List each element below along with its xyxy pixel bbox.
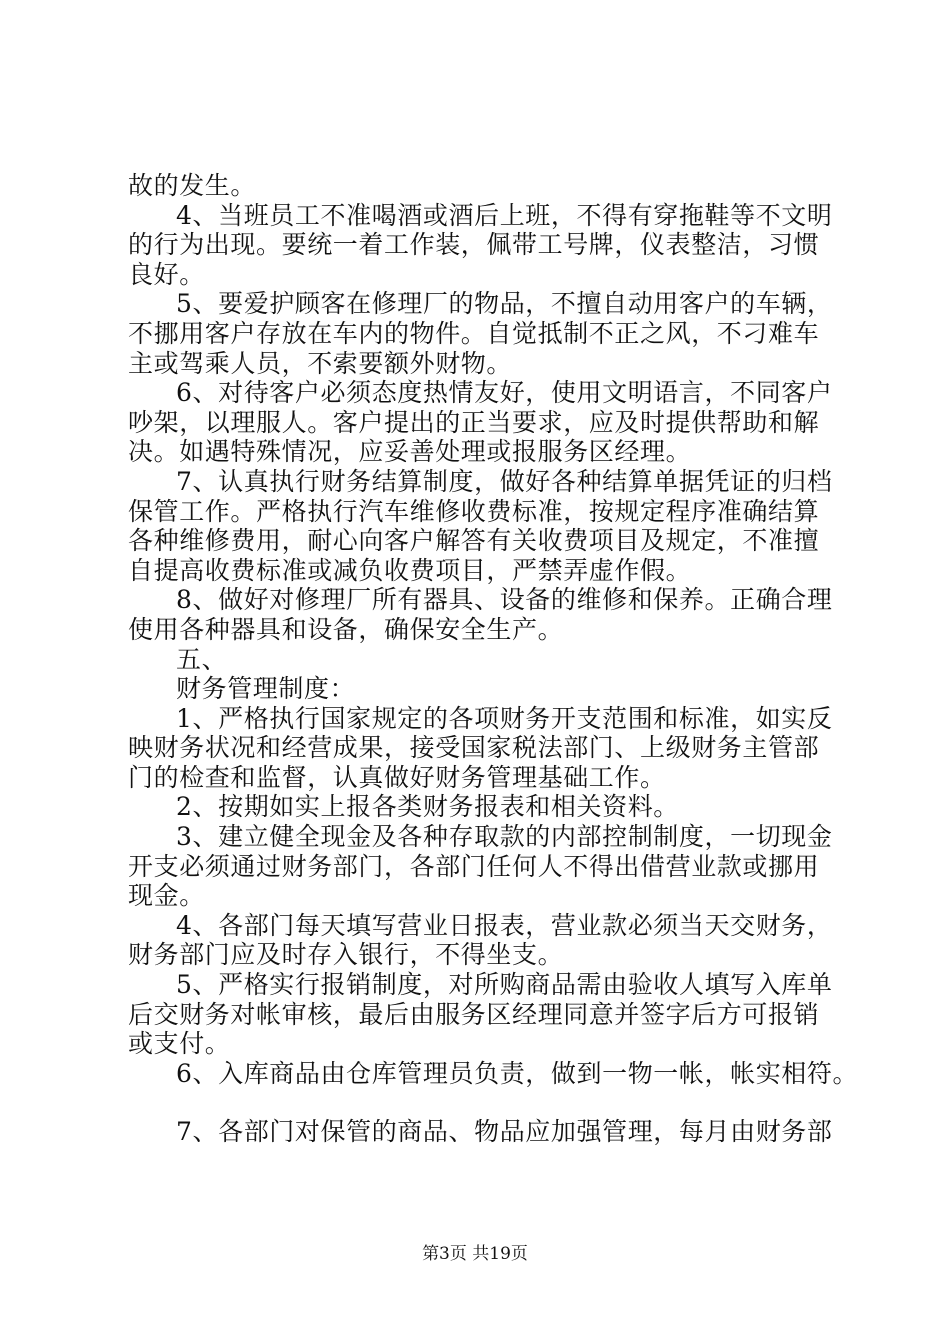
text-line: 财务部门应及时存入银行，不得坐支。 [128, 940, 564, 970]
text-line: 4、各部门每天填写营业日报表，营业款必须当天交财务， [176, 910, 833, 940]
text-line: 1、严格执行国家规定的各项财务开支范围和标准，如实反 [176, 703, 833, 733]
text-line: 决。如遇特殊情况，应妥善处理或报服务区经理。 [128, 437, 692, 467]
text-line: 4、当班员工不准喝酒或酒后上班，不得有穿拖鞋等不文明 [176, 200, 833, 230]
text-line: 7、各部门对保管的商品、物品应加强管理，每月由财务部 [176, 1117, 833, 1147]
text-line: 6、对待客户必须态度热情友好，使用文明语言，不同客户 [176, 378, 833, 408]
text-line: 5、严格实行报销制度，对所购商品需由验收人填写入库单 [176, 970, 833, 1000]
text-line: 良好。 [128, 259, 205, 289]
text-line: 开支必须通过财务部门，各部门任何人不得出借营业款或挪用 [128, 851, 820, 881]
document-body [128, 171, 859, 1147]
text-line: 或支付。 [128, 1029, 231, 1059]
text-line: 吵架，以理服人。客户提出的正当要求，应及时提供帮助和解 [128, 407, 820, 437]
text-line: 保管工作。严格执行汽车维修收费标准，按规定程序准确结算 [128, 496, 820, 526]
page-footer: 第3页 共19页 [422, 1244, 528, 1264]
text-line: 主或驾乘人员，不索要额外财物。 [128, 348, 513, 378]
text-line: 后交财务对帐审核，最后由服务区经理同意并签字后方可报销 [128, 999, 820, 1029]
section-heading: 五、 [176, 644, 228, 674]
text-line: 故的发生。 [128, 171, 257, 200]
text-line: 不挪用客户存放在车内的物件。自觉抵制不正之风，不刁难车 [128, 318, 820, 348]
text-line: 6、入库商品由仓库管理员负责，做到一物一帐，帐实相符。 [176, 1058, 859, 1088]
text-line: 5、要爱护顾客在修理厂的物品，不擅自动用客户的车辆， [176, 289, 833, 319]
section-title: 财务管理制度： [176, 674, 356, 704]
text-line: 门的检查和监督，认真做好财务管理基础工作。 [128, 762, 666, 792]
text-line: 3、建立健全现金及各种存取款的内部控制制度，一切现金 [176, 822, 833, 852]
text-line: 映财务状况和经营成果，接受国家税法部门、上级财务主管部 [128, 733, 820, 763]
text-line: 2、按期如实上报各类财务报表和相关资料。 [176, 792, 679, 822]
text-line: 现金。 [128, 881, 205, 911]
text-line: 自提高收费标准或减负收费项目，严禁弄虚作假。 [128, 555, 692, 585]
text-line: 8、做好对修理厂所有器具、设备的维修和保养。正确合理 [176, 585, 833, 615]
text-line: 各种维修费用，耐心向客户解答有关收费项目及规定，不准擅 [128, 526, 820, 556]
text-line: 的行为出现。要统一着工作装，佩带工号牌，仪表整洁，习惯 [128, 230, 820, 260]
text-line: 7、认真执行财务结算制度，做好各种结算单据凭证的归档 [176, 466, 833, 496]
text-line: 使用各种器具和设备，确保安全生产。 [128, 614, 564, 644]
